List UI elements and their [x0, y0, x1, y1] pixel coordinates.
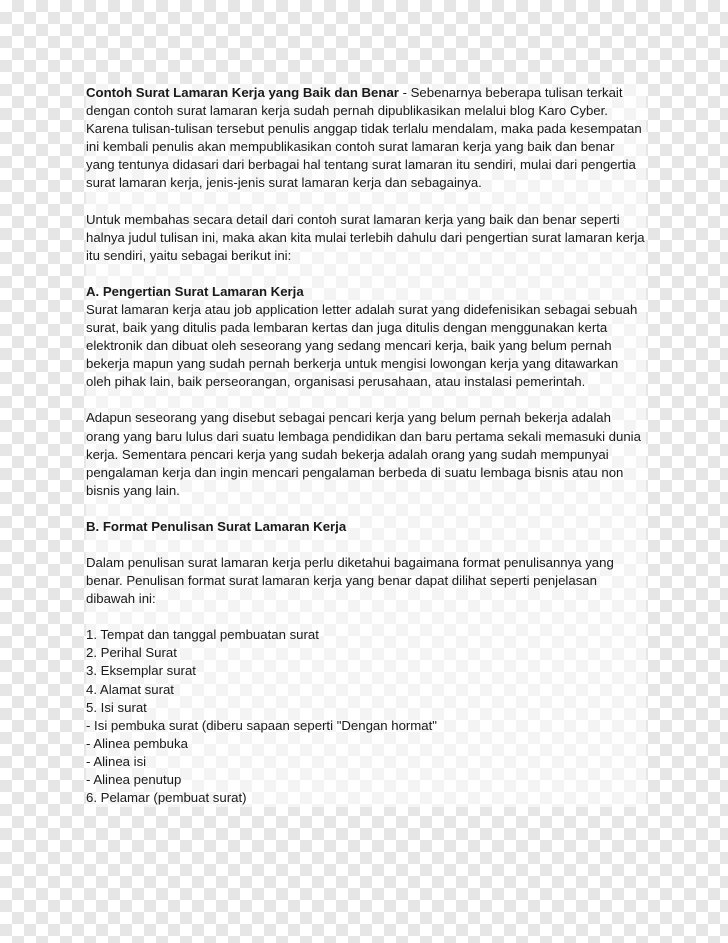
paragraph-2: Untuk membahas secara detail dari contoh surat lamaran kerja yang baik dan benar seperti halnya judul tulisan ini, maka akan kita mulai terlebih dahulu dari pengertian surat lamaran kerja itu sendiri, yaitu sebagai berikut ini:: [86, 211, 645, 263]
list-item: 5. Isi surat: [86, 699, 147, 715]
list-item: - Alinea isi: [86, 753, 147, 769]
list-item: 4. Alamat surat: [86, 681, 174, 697]
list-item: 1. Tempat dan tanggal pembuatan surat: [86, 627, 319, 643]
document-body: [86, 84, 646, 807]
list-item: - Alinea pembuka: [86, 735, 188, 751]
list-item: 3. Eksemplar surat: [86, 663, 196, 679]
list-item: - Isi pembuka surat (diberu sapaan seperti "Dengan hormat": [86, 717, 437, 733]
paragraph-gap: [86, 391, 646, 409]
paragraph-gap: [86, 500, 646, 518]
list-item: - Alinea penutup: [86, 772, 182, 787]
section-b-heading: B. Format Penulisan Surat Lamaran Kerja: [86, 518, 347, 534]
paragraph-gap: [86, 265, 646, 283]
intro-paragraph: [86, 84, 646, 193]
intro-text: - Sebenarnya beberapa tulisan terkait dengan contoh surat lamaran kerja sudah pernah dipublikasikan melalui blog Karo Cyber. Karena tulisan-tulisan tersebut penulis anggap tidak terlalu mendalam, maka pada kesempatan ini kembali penulis akan mempublikasikan contoh surat lamaran kerja yang baik dan benar yang tentunya didasari dari berbagai hal tentang surat lamaran itu sendiri, mulai dari pengertia surat lamaran kerja, jenis-jenis surat lamaran kerja dan sebagainya.: [86, 85, 642, 191]
format-list: [86, 626, 646, 807]
list-item: 2. Perihal Surat: [86, 645, 177, 661]
paragraph-gap: [86, 608, 646, 626]
section-b-body: Dalam penulisan surat lamaran kerja perlu diketahui bagaimana format penulisannya yang benar. Penulisan format surat lamaran kerja yang benar dapat dilihat seperti penjelasan dibawah ini:: [86, 554, 614, 607]
paragraph-gap: [86, 536, 646, 554]
section-a-body: Surat lamaran kerja atau job application letter adalah surat yang didefenisikan sebagai sebuah surat, baik yang ditulis pada lembaran kertas dan juga ditulis dengan menggunakan kerta elektronik dan dibuat oleh seseorang yang sedang mencari kerja, baik yang belum pernah bekerja mapun yang sudah pernah berkerja untuk mengisi lowongan kerja yang ditawarkan oleh pihak lain, baik perseorangan, organisasi perusahaan, atau instalasi pemerintah.: [86, 301, 638, 390]
section-a-heading: A. Pengertian Surat Lamaran Kerja: [86, 283, 304, 299]
list-item: 6. Pelamar (pembuat surat): [86, 790, 247, 806]
intro-title: Contoh Surat Lamaran Kerja yang Baik dan Benar: [86, 85, 399, 100]
section-a-body-2: Adapun seseorang yang disebut sebagai pencari kerja yang belum pernah bekerja adalah orang yang baru lulus dari suatu lembaga pendidikan dan baru pertama sekali memasuki dunia kerja. Sementara pencari kerja yang sudah bekerja adalah orang yang sudah mempunyai pengalaman kerja dan ingin mencari pengalaman berbeda di suatu lembaga bisnis atau non bisnis yang lain.: [86, 410, 641, 498]
paragraph-gap: [86, 193, 646, 211]
